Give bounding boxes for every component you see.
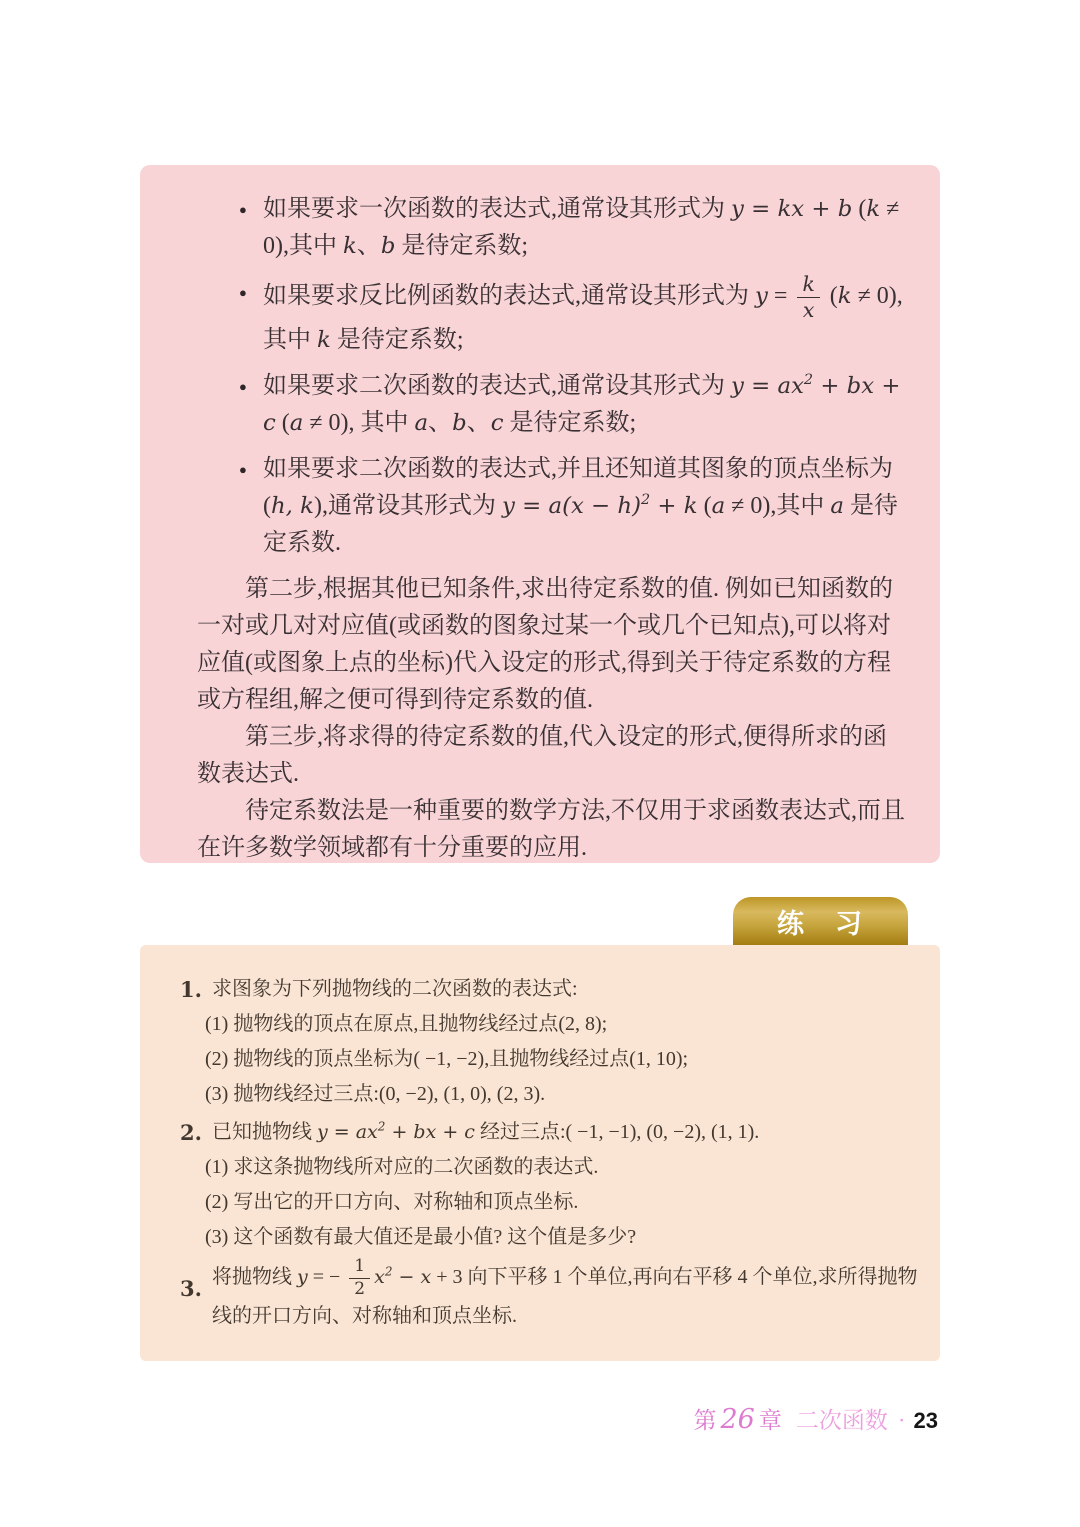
bullet-icon: ● xyxy=(239,202,247,217)
exercise-head: 将抛物线 y = − $\frac{1}{2}$ $x^2 - x + 3$ 向下平移 1 个单位,再向右平移 4 个单位,求所得抛物线的开口方向、对称轴和顶点坐标. xyxy=(212,1256,918,1327)
chapter-label-suffix: 章 xyxy=(758,1408,782,1433)
exercise-head: 求图象为下列抛物线的二次函数的表达式: xyxy=(212,978,578,1000)
bullet-text: 如果要求二次函数的表达式,通常设其形式为 $y = ax^2$ + bx + c (a ≠ 0), 其中 a、b、c 是待定系数; xyxy=(263,371,901,436)
fraction: $\frac{k}{x}$ xyxy=(797,274,819,322)
bullet-item-linear-function xyxy=(239,191,906,265)
fraction: $\frac{1}{2}$ xyxy=(349,1258,370,1299)
practice-tab xyxy=(733,897,908,946)
method-summary-box xyxy=(140,165,940,863)
exercise-subitem: (3) 这个函数有最大值还是最小值? 这个值是多少? xyxy=(205,1226,637,1248)
exercise-subitem: (2) 写出它的开口方向、对称轴和顶点坐标. xyxy=(205,1191,579,1213)
bullet-icon: ● xyxy=(239,378,247,394)
bullet-item-quadratic-vertex xyxy=(239,451,906,562)
bullet-text: 如果要求二次函数的表达式,并且还知道其图象的顶点坐标为(h, k),通常设其形式为 $y = a(x - h)^2 + k$ (a ≠ 0),其中 a 是待定系数. xyxy=(263,455,898,556)
bullet-icon: ● xyxy=(239,461,247,477)
paragraph-step-two: 第二步,根据其他已知条件,求出待定系数的值. 例如已知函数的一对或几对对应值(或函数的图象过某一个或几个已知点),可以将对应值(或图象上点的坐标)代入设定的形式,得到关于待定系数的方程或方程组,解之便可得到待定系数的值. xyxy=(197,575,893,713)
bullet-text: 如果要求反比例函数的表达式,通常设其形式为 y = $\frac{k}{x}$ (k ≠ 0),其中 k 是待定系数; xyxy=(263,272,903,353)
chapter-label xyxy=(693,1402,781,1435)
page-footer xyxy=(693,1402,938,1435)
exercise-subitem: (2) 抛物线的顶点坐标为( −1, −2),且抛物线经过点(1, 10); xyxy=(205,1048,689,1070)
bullet-item-inverse-function xyxy=(239,272,906,359)
exercise-item-3 xyxy=(140,1258,926,1334)
exercise-head: 已知抛物线 $y = ax^2$ + bx + c 经过三点:( −1, −1), (0, −2), (1, 1). xyxy=(212,1119,760,1143)
exercise-item-1 xyxy=(140,972,926,1112)
exercise-number: 2. xyxy=(180,1120,202,1145)
exercise-number: 3. xyxy=(180,1276,202,1301)
exercise-box xyxy=(140,945,940,1361)
exercise-number: 1. xyxy=(180,977,202,1002)
bullet-item-quadratic-general xyxy=(239,368,906,442)
exercise-subitem: (3) 抛物线经过三点:(0, −2), (1, 0), (2, 3). xyxy=(205,1083,546,1105)
section-title: 二次函数 xyxy=(795,1408,888,1433)
bullet-text: 如果要求一次函数的表达式,通常设其形式为 y = kx + b (k ≠ 0),其中 k、b 是待定系数; xyxy=(263,196,900,259)
bullet-list xyxy=(197,191,906,562)
page-number: 23 xyxy=(913,1408,938,1433)
practice-tab-label: 练 习 xyxy=(777,909,864,939)
paragraph-method-remark: 待定系数法是一种重要的数学方法,不仅用于求函数表达式,而且在许多数学领域都有十分重要的应用. xyxy=(197,797,905,861)
paragraph-step-three: 第三步,将求得的待定系数的值,代入设定的形式,便得所求的函数表达式. xyxy=(197,723,887,787)
exercise-subitem: (1) 求这条抛物线所对应的二次函数的表达式. xyxy=(205,1156,599,1178)
footer-separator: · xyxy=(897,1408,906,1433)
exercise-subitem: (1) 抛物线的顶点在原点,且抛物线经过点(2, 8); xyxy=(205,1013,608,1035)
chapter-label-prefix: 第 xyxy=(693,1408,717,1433)
bullet-icon: ● xyxy=(239,285,247,300)
chapter-number: 26 xyxy=(720,1404,755,1435)
exercise-item-2 xyxy=(140,1115,926,1255)
